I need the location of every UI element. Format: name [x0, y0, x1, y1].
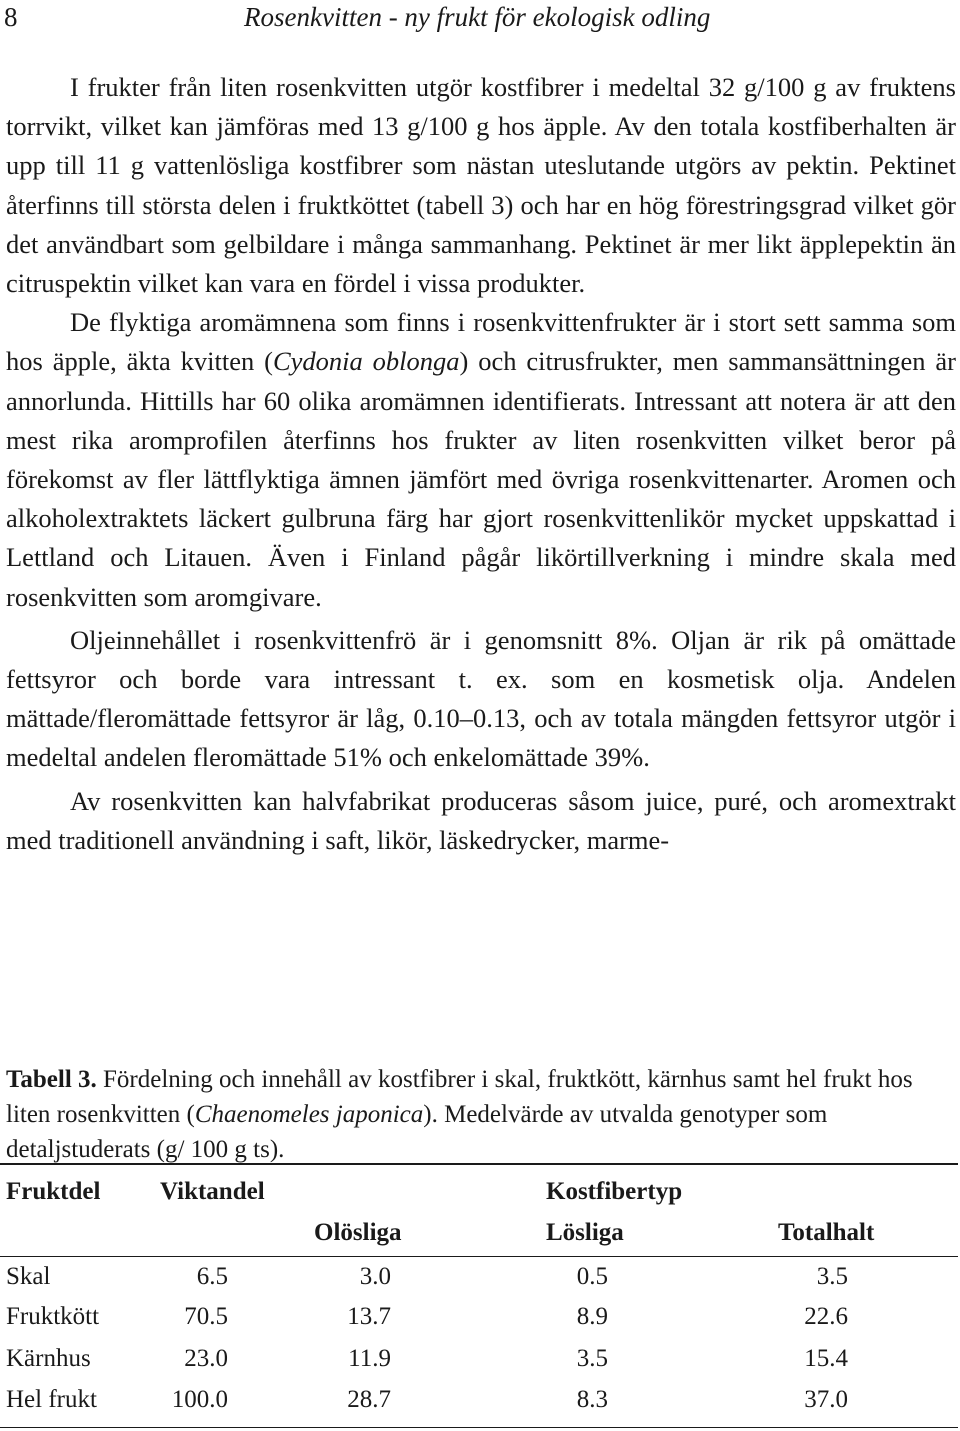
cell-viktandel: 6.5: [196, 1263, 228, 1290]
cell-fruktdel: Kärnhus: [6, 1345, 91, 1372]
header-totalhalt: Totalhalt: [778, 1219, 875, 1246]
table-bottom-rule: [0, 1427, 958, 1428]
cell-olosliga: 3.0: [359, 1263, 391, 1290]
cell-losliga: 0.5: [576, 1263, 608, 1290]
header-viktandel: Viktandel: [160, 1178, 265, 1205]
running-title: Rosenkvitten - ny frukt för ekologisk odling: [244, 2, 711, 32]
page-number: 8: [4, 2, 18, 32]
species-name-chaenomeles: Chaenomeles japonica: [194, 1101, 424, 1128]
body-text: [6, 68, 956, 860]
table-header-rule: [0, 1256, 958, 1257]
cell-totalhalt: 22.6: [804, 1303, 848, 1330]
species-name-cydonia: Cydonia oblonga: [272, 346, 460, 377]
cell-fruktdel: Skal: [6, 1263, 51, 1290]
cell-totalhalt: 3.5: [816, 1263, 848, 1290]
cell-totalhalt: 37.0: [804, 1386, 848, 1413]
table-caption-text-end: ). Medelvärde av utvalda genotyper som detaljstuderats (g/ 100 g ts).: [6, 1101, 828, 1163]
cell-fruktdel: Fruktkött: [6, 1303, 100, 1330]
table-caption-label: Tabell 3.: [6, 1066, 97, 1093]
table-top-rule: [0, 1163, 958, 1165]
header-olosliga: Olösliga: [314, 1219, 402, 1246]
cell-losliga: 8.3: [576, 1386, 608, 1413]
header-losliga: Lösliga: [546, 1219, 624, 1246]
table-caption-text-start: Fördelning och innehåll av kostfibrer i skal, fruktkött, kärnhus samt hel frukt hos liten rosenkvitten (: [6, 1066, 913, 1128]
header-fruktdel: Fruktdel: [6, 1178, 101, 1205]
page-header: [0, 0, 960, 34]
cell-viktandel: 23.0: [184, 1345, 228, 1372]
cell-losliga: 8.9: [576, 1303, 608, 1330]
cell-olosliga: 13.7: [347, 1303, 391, 1330]
table-caption: [6, 1062, 956, 1167]
cell-viktandel: 100.0: [171, 1386, 228, 1413]
cell-totalhalt: 15.4: [804, 1345, 848, 1372]
cell-losliga: 3.5: [576, 1345, 608, 1372]
header-kostfibertyp: Kostfibertyp: [546, 1178, 683, 1205]
cell-olosliga: 28.7: [347, 1386, 391, 1413]
cell-fruktdel: Hel frukt: [6, 1386, 97, 1413]
paragraph-aroma-text-end: ) och citrusfrukter, men sammansättningen är annorlunda. Hittills har 60 olika aromämnen identifierats. Intressant att notera är att den mest rika aromprofilen återfinns hos frukter av liten rosenkvitten vilket beror på förekomst av fler lättflyktiga ämnen jämfört med övriga rosenkvittenarter. Aromen och alkoholextraktets läckert gulbruna färg har gjort rosenkvittenlikör mycket uppskattad i Lettland och Litauen. Även i Finland pågår likörtillverkning i mindre skala med rosenkvitten som aromgivare.: [6, 346, 957, 612]
paragraph-products: Av rosenkvitten kan halvfabrikat produceras såsom juice, puré, och aromextrakt med traditionell användning i saft, likör, läskedrycker, marme-: [6, 785, 956, 855]
paragraph-aroma-text-start: De flyktiga aromämnena som finns i rosenkvittenfrukter är i stort sett samma som hos äpple, äkta kvitten (: [6, 307, 956, 377]
cell-viktandel: 70.5: [184, 1303, 228, 1330]
cell-olosliga: 11.9: [348, 1345, 391, 1372]
paragraph-seed-oil: Oljeinnehållet i rosenkvittenfrö är i genomsnitt 8%. Oljan är rik på omättade fettsyror och borde vara intressant t. ex. som en kosmetisk olja. Andelen mättade/fleromättade fettsyror är låg, 0.10–0.13, och av totala mängden fettsyror utgör i medeltal andelen fleromättade 51% och enkelomättade 39%.: [6, 624, 956, 773]
paragraph-aroma: [6, 303, 956, 617]
paragraph-dietary-fiber: I frukter från liten rosenkvitten utgör kostfibrer i medeltal 32 g/100 g av fruktens torrvikt, vilket kan jämföras med 13 g/100 g hos äpple. Av den totala kostfiberhalten är upp till 11 g vattenlösliga kostfibrer som nästan uteslutande utgörs av pektin. Pektinet återfinns till största delen i fruktköttet (tabell 3) och har en hög förestringsgrad vilket gör det användbart som gelbildare i många sammanhang. Pektinet är mer likt äpplepektin än citruspektin vilket kan vara en fördel i vissa produkter.: [6, 72, 956, 299]
